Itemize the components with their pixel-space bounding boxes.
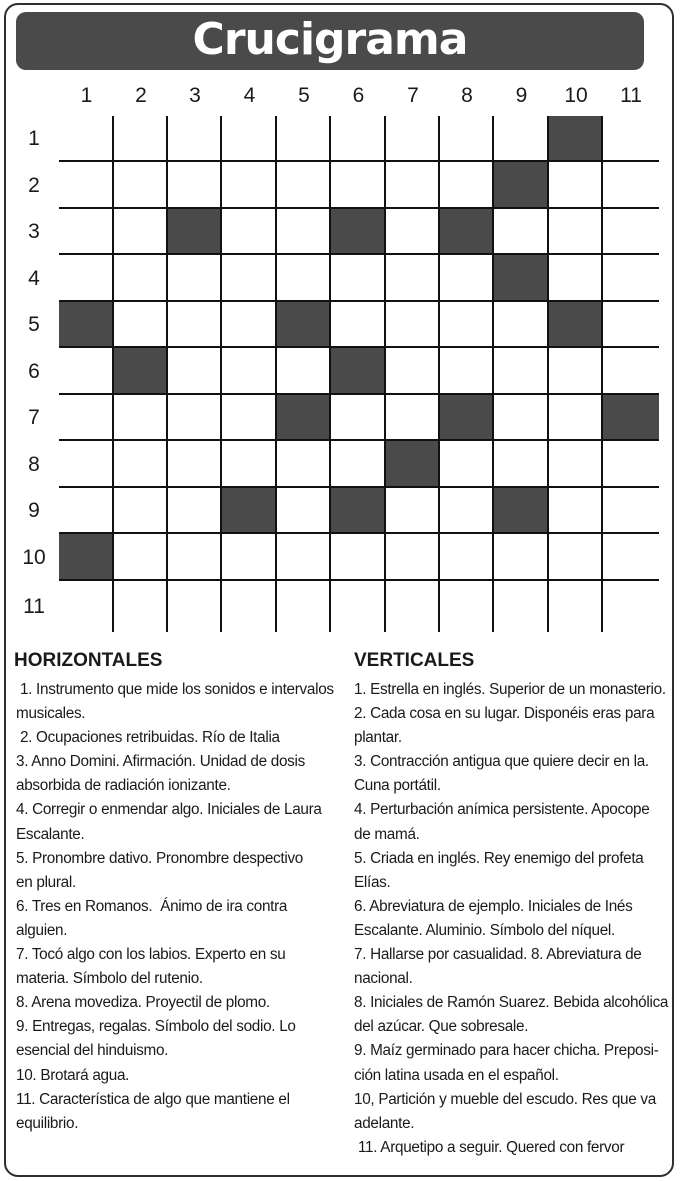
clue-line: 7. Tocó algo con los labios. Experto en su — [16, 946, 286, 964]
grid-cell[interactable] — [222, 162, 277, 209]
column-number: 10 — [564, 84, 588, 107]
grid-cell[interactable] — [603, 302, 659, 348]
grid-cell[interactable] — [277, 209, 331, 255]
grid-cell[interactable] — [440, 255, 494, 302]
grid-cell[interactable] — [386, 395, 440, 441]
row-number: 10 — [22, 545, 46, 569]
grid-cell[interactable] — [331, 116, 386, 162]
grid-cell[interactable] — [331, 581, 386, 632]
clue-line: musicales. — [16, 705, 86, 723]
clue-line: Escalante. Aluminio. Símbolo del níquel. — [354, 921, 615, 939]
grid-cell[interactable] — [114, 441, 168, 488]
grid-cell[interactable] — [331, 255, 386, 302]
clue-line: de mamá. — [354, 825, 420, 843]
grid-cell[interactable] — [168, 116, 222, 162]
clue-line: 5. Pronombre dativo. Pronombre despectivo — [16, 849, 303, 867]
grid-cell[interactable] — [386, 581, 440, 632]
black-cell — [386, 441, 440, 488]
grid-cell[interactable] — [114, 209, 168, 255]
row-number: 8 — [28, 452, 40, 476]
grid-cell[interactable] — [603, 534, 659, 581]
row-number: 6 — [28, 359, 40, 383]
black-cell — [494, 255, 549, 302]
grid-cell[interactable] — [331, 162, 386, 209]
grid-cell[interactable] — [386, 116, 440, 162]
clue-line: 4. Corregir o enmendar algo. Iniciales de Laura — [16, 801, 322, 819]
grid-cell[interactable] — [440, 581, 494, 632]
grid-cell[interactable] — [386, 209, 440, 255]
grid-cell[interactable] — [494, 534, 549, 581]
grid-cell[interactable] — [549, 441, 603, 488]
clue-line: 6. Abreviatura de ejemplo. Iniciales de Inés — [354, 897, 633, 915]
grid-cell[interactable] — [277, 348, 331, 395]
clue-line: 3. Contracción antigua que quiere decir en la. — [354, 753, 649, 771]
clue-line: Escalante. — [16, 825, 85, 843]
clue-line: 6. Tres en Romanos. Ánimo de ira contra — [16, 897, 288, 915]
black-cell — [549, 302, 603, 348]
clue-line: del azúcar. Que sobresale. — [354, 1018, 529, 1036]
clue-line: 1. Instrumento que mide los sonidos e intervalos — [16, 681, 334, 698]
black-cell — [222, 488, 277, 534]
puzzle-title: Crucigrama — [192, 14, 468, 65]
verticales-clues — [354, 678, 668, 1160]
grid-cell[interactable] — [114, 395, 168, 441]
grid-cell[interactable] — [277, 441, 331, 488]
grid-cell[interactable] — [331, 441, 386, 488]
grid-cell[interactable] — [440, 348, 494, 395]
grid-cell[interactable] — [168, 162, 222, 209]
grid-cell[interactable] — [222, 441, 277, 488]
grid-cell[interactable] — [222, 116, 277, 162]
grid-cell[interactable] — [603, 348, 659, 395]
grid-cell[interactable] — [494, 209, 549, 255]
grid-cell[interactable] — [277, 534, 331, 581]
grid-cell[interactable] — [168, 302, 222, 348]
grid-cell[interactable] — [277, 581, 331, 632]
clue-line: 5. Criada en inglés. Rey enemigo del profeta — [354, 849, 644, 867]
grid-cell[interactable] — [168, 255, 222, 302]
grid-cell[interactable] — [168, 534, 222, 581]
horizontales-clues — [16, 678, 334, 1136]
row-number: 1 — [28, 127, 40, 150]
grid-cell[interactable] — [277, 488, 331, 534]
grid-cell[interactable] — [386, 255, 440, 302]
grid-cell[interactable] — [222, 395, 277, 441]
grid-cell[interactable] — [440, 162, 494, 209]
grid-cell[interactable] — [494, 302, 549, 348]
grid-cell[interactable] — [168, 488, 222, 534]
horizontales-heading: HORIZONTALES — [14, 650, 163, 671]
grid-cell[interactable] — [549, 581, 603, 632]
row-number: 5 — [28, 313, 40, 336]
black-cell — [277, 395, 331, 441]
grid-cell[interactable] — [59, 441, 114, 488]
clue-line: 1. Estrella en inglés. Superior de un monasterio. — [354, 681, 666, 698]
grid-cell[interactable] — [168, 581, 222, 632]
grid-cell[interactable] — [440, 441, 494, 488]
black-cell — [114, 348, 168, 395]
clue-line: 8. Arena movediza. Proyectil de plomo. — [16, 994, 270, 1012]
grid-cell[interactable] — [549, 488, 603, 534]
column-number: 6 — [352, 84, 365, 107]
clue-line: 9. Maíz germinado para hacer chicha. Preposi- — [354, 1042, 659, 1060]
grid-cell[interactable] — [59, 116, 114, 162]
grid-cell[interactable] — [386, 162, 440, 209]
grid-cell[interactable] — [59, 162, 114, 209]
clue-line: 9. Entregas, regalas. Símbolo del sodio. Lo — [16, 1018, 296, 1036]
grid-cell[interactable] — [494, 395, 549, 441]
grid-cell[interactable] — [114, 534, 168, 581]
row-number: 2 — [28, 173, 40, 197]
grid-cell[interactable] — [494, 348, 549, 395]
clue-line: nacional. — [354, 970, 413, 988]
grid-cell[interactable] — [603, 441, 659, 488]
grid-cell[interactable] — [549, 255, 603, 302]
black-cell — [277, 302, 331, 348]
column-number: 7 — [407, 84, 419, 107]
grid-cell[interactable] — [114, 302, 168, 348]
grid-cell[interactable] — [603, 209, 659, 255]
grid-cell[interactable] — [331, 302, 386, 348]
title-banner — [16, 12, 644, 70]
clue-line: 2. Ocupaciones retribuidas. Río de Italia — [16, 729, 280, 747]
clue-line: esencial del hinduismo. — [16, 1042, 169, 1060]
black-cell — [603, 395, 659, 441]
grid-cell[interactable] — [386, 348, 440, 395]
grid-cell[interactable] — [59, 209, 114, 255]
grid-cell[interactable] — [331, 395, 386, 441]
row-number: 3 — [28, 220, 40, 243]
column-number: 9 — [515, 84, 528, 107]
black-cell — [59, 534, 114, 581]
clue-line: 11. Característica de algo que mantiene el — [16, 1090, 290, 1108]
grid-cell[interactable] — [603, 488, 659, 534]
grid-cell[interactable] — [386, 488, 440, 534]
clue-line: en plural. — [16, 873, 76, 891]
black-cell — [331, 488, 386, 534]
grid-cell[interactable] — [494, 116, 549, 162]
grid-cell[interactable] — [277, 255, 331, 302]
clue-line: alguien. — [16, 921, 68, 939]
grid-cell[interactable] — [59, 255, 114, 302]
grid-cell[interactable] — [222, 302, 277, 348]
grid-cell[interactable] — [440, 302, 494, 348]
clue-line: ción latina usada en el español. — [354, 1066, 559, 1084]
clue-line: 4. Perturbación anímica persistente. Apocope — [354, 801, 650, 819]
grid-cell[interactable] — [549, 348, 603, 395]
clue-line: Elías. — [354, 873, 391, 891]
black-cell — [168, 209, 222, 255]
grid-cell[interactable] — [114, 581, 168, 632]
clue-line: absorbida de radiación ionizante. — [16, 777, 231, 795]
grid-cell[interactable] — [331, 534, 386, 581]
grid-cell[interactable] — [168, 441, 222, 488]
row-number: 4 — [28, 266, 40, 290]
clue-line: 10. Brotará agua. — [16, 1066, 130, 1084]
grid-cell[interactable] — [114, 162, 168, 209]
black-cell — [331, 209, 386, 255]
grid-cell[interactable] — [168, 348, 222, 395]
column-number: 3 — [189, 84, 201, 107]
grid-cell[interactable] — [386, 302, 440, 348]
grid-cell[interactable] — [494, 581, 549, 632]
grid-cell[interactable] — [549, 162, 603, 209]
grid-cell[interactable] — [603, 162, 659, 209]
black-cell — [494, 488, 549, 534]
grid-cell[interactable] — [168, 395, 222, 441]
clue-line: 11. Arquetipo a seguir. Quered con fervor — [354, 1138, 625, 1156]
grid-cell[interactable] — [549, 534, 603, 581]
grid-cell[interactable] — [603, 116, 659, 162]
row-number: 7 — [28, 406, 40, 429]
grid-cell[interactable] — [277, 116, 331, 162]
grid-cell[interactable] — [549, 395, 603, 441]
column-number: 2 — [135, 84, 147, 107]
grid-cell[interactable] — [494, 441, 549, 488]
clue-line: 3. Anno Domini. Afirmación. Unidad de dosis — [16, 753, 305, 771]
clue-line: 8. Iniciales de Ramón Suarez. Bebida alcohólica — [354, 994, 669, 1012]
column-number: 4 — [243, 84, 256, 107]
grid-cell[interactable] — [114, 488, 168, 534]
grid-cell[interactable] — [114, 116, 168, 162]
clue-line: adelante. — [354, 1114, 415, 1132]
grid-cell[interactable] — [277, 162, 331, 209]
grid-cell[interactable] — [440, 116, 494, 162]
column-number: 11 — [620, 84, 642, 107]
black-cell — [549, 116, 603, 162]
black-cell — [494, 162, 549, 209]
column-number: 1 — [80, 84, 93, 107]
black-cell — [331, 348, 386, 395]
black-cell — [59, 302, 114, 348]
clue-line: 2. Cada cosa en su lugar. Disponéis eras para — [354, 705, 655, 723]
grid-cell[interactable] — [603, 255, 659, 302]
clue-line: 10, Partición y mueble del escudo. Res que va — [354, 1090, 656, 1108]
grid-cell[interactable] — [59, 581, 114, 632]
grid-cell[interactable] — [440, 488, 494, 534]
grid-cell[interactable] — [222, 581, 277, 632]
clue-line: materia. Símbolo del rutenio. — [16, 970, 203, 988]
clue-line: 7. Hallarse por casualidad. 8. Abreviatura de — [354, 946, 642, 964]
grid-cell[interactable] — [222, 209, 277, 255]
grid-cell[interactable] — [59, 348, 114, 395]
column-number: 8 — [461, 84, 473, 107]
grid-cell[interactable] — [603, 581, 659, 632]
grid-cell[interactable] — [59, 395, 114, 441]
black-cell — [440, 209, 494, 255]
row-number: 9 — [28, 499, 40, 522]
grid-cell[interactable] — [222, 255, 277, 302]
grid-cell[interactable] — [59, 488, 114, 534]
crossword-grid — [59, 116, 659, 630]
grid-cell[interactable] — [386, 534, 440, 581]
clue-line: Cuna portátil. — [354, 777, 441, 795]
clue-line: equilibrio. — [16, 1114, 79, 1132]
grid-cell[interactable] — [222, 534, 277, 581]
verticales-heading: VERTICALES — [354, 650, 475, 671]
row-number: 11 — [23, 594, 45, 618]
grid-cell[interactable] — [440, 534, 494, 581]
clue-line: plantar. — [354, 729, 402, 747]
grid-cell[interactable] — [549, 209, 603, 255]
black-cell — [440, 395, 494, 441]
column-number: 5 — [298, 84, 310, 107]
grid-cell[interactable] — [222, 348, 277, 395]
grid-cell[interactable] — [114, 255, 168, 302]
